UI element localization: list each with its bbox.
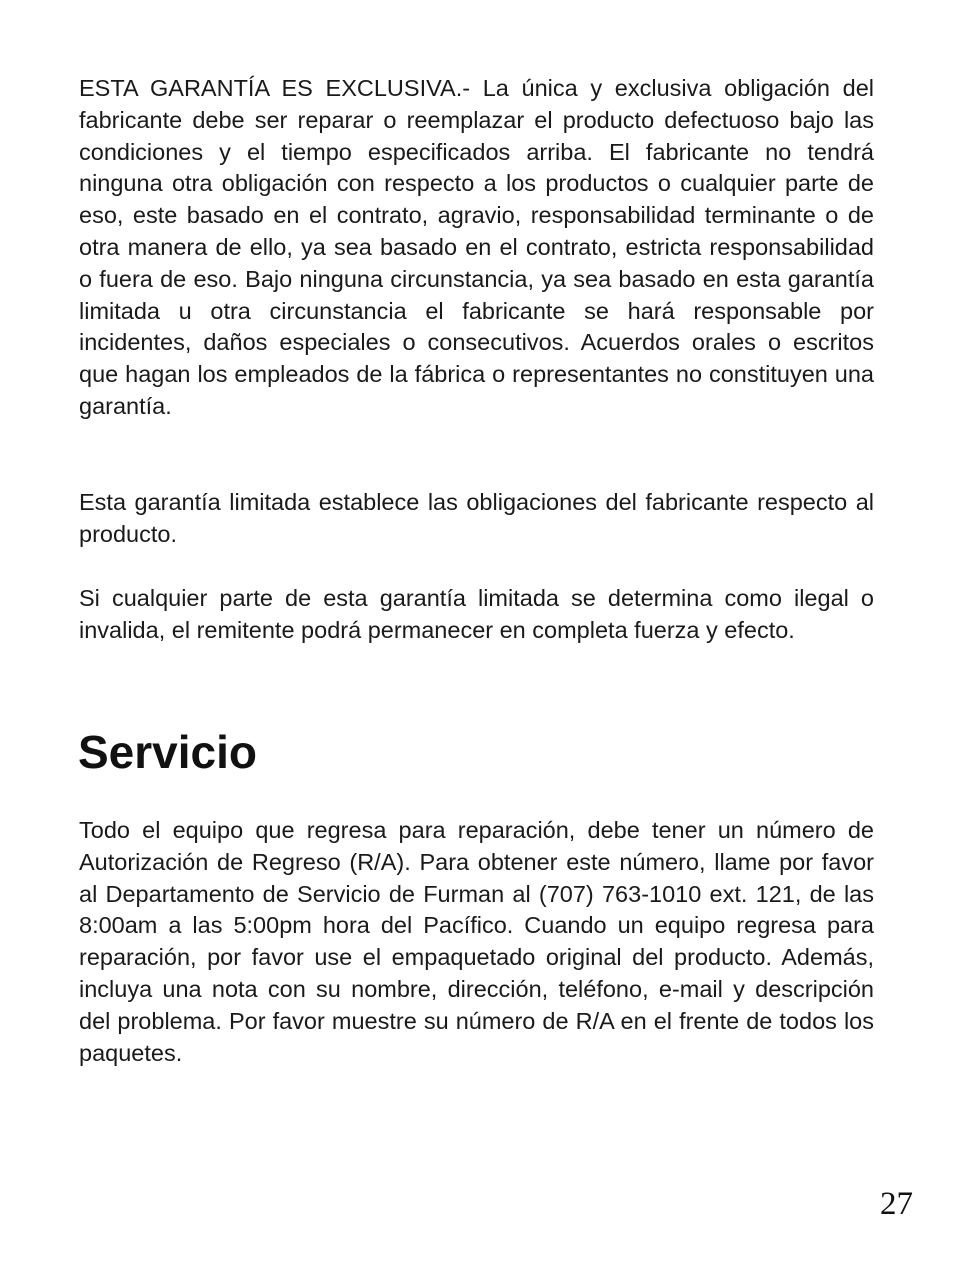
warranty-exclusive-paragraph: ESTA GARANTÍA ES EXCLUSIVA.- La única y exclusiva obligación del fabricante debe ser reparar o reemplazar el producto defectuoso bajo las condiciones y el tiempo especificados arriba. El fabricante no tendrá ninguna otra obligación con respecto a los productos o cualquier parte de eso, este basado en el contrato, agravio, responsabilidad terminante o de otra manera de ello, ya sea basado en el contrato, estricta responsabilidad o fuera de eso. Bajo ninguna circunstancia, ya sea basado en esta garantía limitada u otra circunstancia el fabricante se hará responsable por incidentes, daños especiales o consecutivos. Acuerdos orales o escritos que hagan los empleados de la fábrica o representantes no constituyen una garantía.: [79, 75, 874, 419]
service-heading: Servicio: [78, 726, 257, 778]
page-number: 27: [880, 1186, 913, 1222]
warranty-obligations-paragraph: Esta garantía limitada establece las obligaciones del fabricante respecto al producto.: [79, 489, 874, 547]
warranty-severability-paragraph: Si cualquier parte de esta garantía limitada se determina como ilegal o invalida, el remitente podrá permanecer en completa fuerza y efecto.: [79, 585, 874, 643]
service-paragraph: Todo el equipo que regresa para reparación, debe tener un número de Autorización de Regreso (R/A). Para obtener este número, llame por favor al Departamento de Servicio de Furman al (707) 763-1010 ext. 121, de las 8:00am a las 5:00pm hora del Pacífico. Cuando un equipo regresa para reparación, por favor use el empaquetado original del producto. Además, incluya una nota con su nombre, dirección, teléfono, e-mail y descripción del problema. Por favor muestre su número de R/A en el frente de todos los paquetes.: [79, 817, 874, 1066]
